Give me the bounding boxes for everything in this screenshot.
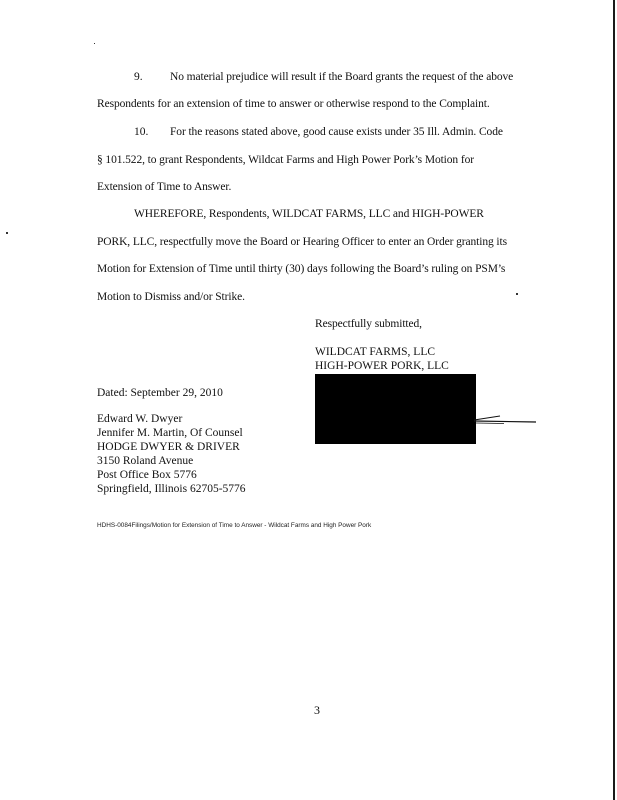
wherefore-line-2: PORK, LLC, respectfully move the Board or Hearing Officer to enter an Order granting its (97, 236, 507, 248)
paragraph-10-line-2: § 101.522, to grant Respondents, Wildcat Farms and High Power Pork’s Motion for (97, 154, 474, 166)
paragraph-9-line-2: Respondents for an extension of time to answer or otherwise respond to the Complaint. (97, 98, 490, 110)
wherefore-line-3: Motion for Extension of Time until thirty (30) days following the Board’s ruling on PSM’s (97, 263, 506, 275)
scan-speck (94, 43, 95, 44)
counsel-name-1: Edward W. Dwyer (97, 413, 183, 425)
scan-speck (6, 232, 8, 234)
dated: Dated: September 29, 2010 (97, 387, 223, 399)
paragraph-9-line-1: No material prejudice will result if the Board grants the request of the above (170, 71, 514, 83)
counsel-name-2: Jennifer M. Martin, Of Counsel (97, 427, 243, 439)
footer-file-path: HDHS-0084Filings/Motion for Extension of Time to Answer - Wildcat Farms and High Power Pork (97, 522, 372, 529)
closing: Respectfully submitted, (315, 318, 422, 330)
wherefore-line-4: Motion to Dismiss and/or Strike. (97, 291, 245, 303)
paragraph-9-number: 9. (134, 71, 143, 83)
party-wildcat: WILDCAT FARMS, LLC (315, 346, 436, 358)
party-high-power: HIGH-POWER PORK, LLC (315, 360, 449, 372)
signature-redaction (315, 374, 476, 444)
paragraph-10-number: 10. (134, 126, 149, 138)
paragraph-10-line-1: For the reasons stated above, good cause exists under 35 Ill. Admin. Code (170, 126, 503, 138)
firm-po-box: Post Office Box 5776 (97, 469, 197, 481)
wherefore-line-1: WHEREFORE, Respondents, WILDCAT FARMS, LLC and HIGH-POWER (134, 208, 484, 220)
paragraph-10-line-3: Extension of Time to Answer. (97, 181, 232, 193)
firm-street: 3150 Roland Avenue (97, 455, 194, 467)
page-number: 3 (314, 703, 320, 717)
firm-city: Springfield, Illinois 62705-5776 (97, 483, 246, 495)
signature-stroke (474, 412, 538, 428)
scan-speck (516, 293, 518, 295)
firm-name: HODGE DWYER & DRIVER (97, 441, 240, 453)
page-edge (613, 0, 615, 800)
